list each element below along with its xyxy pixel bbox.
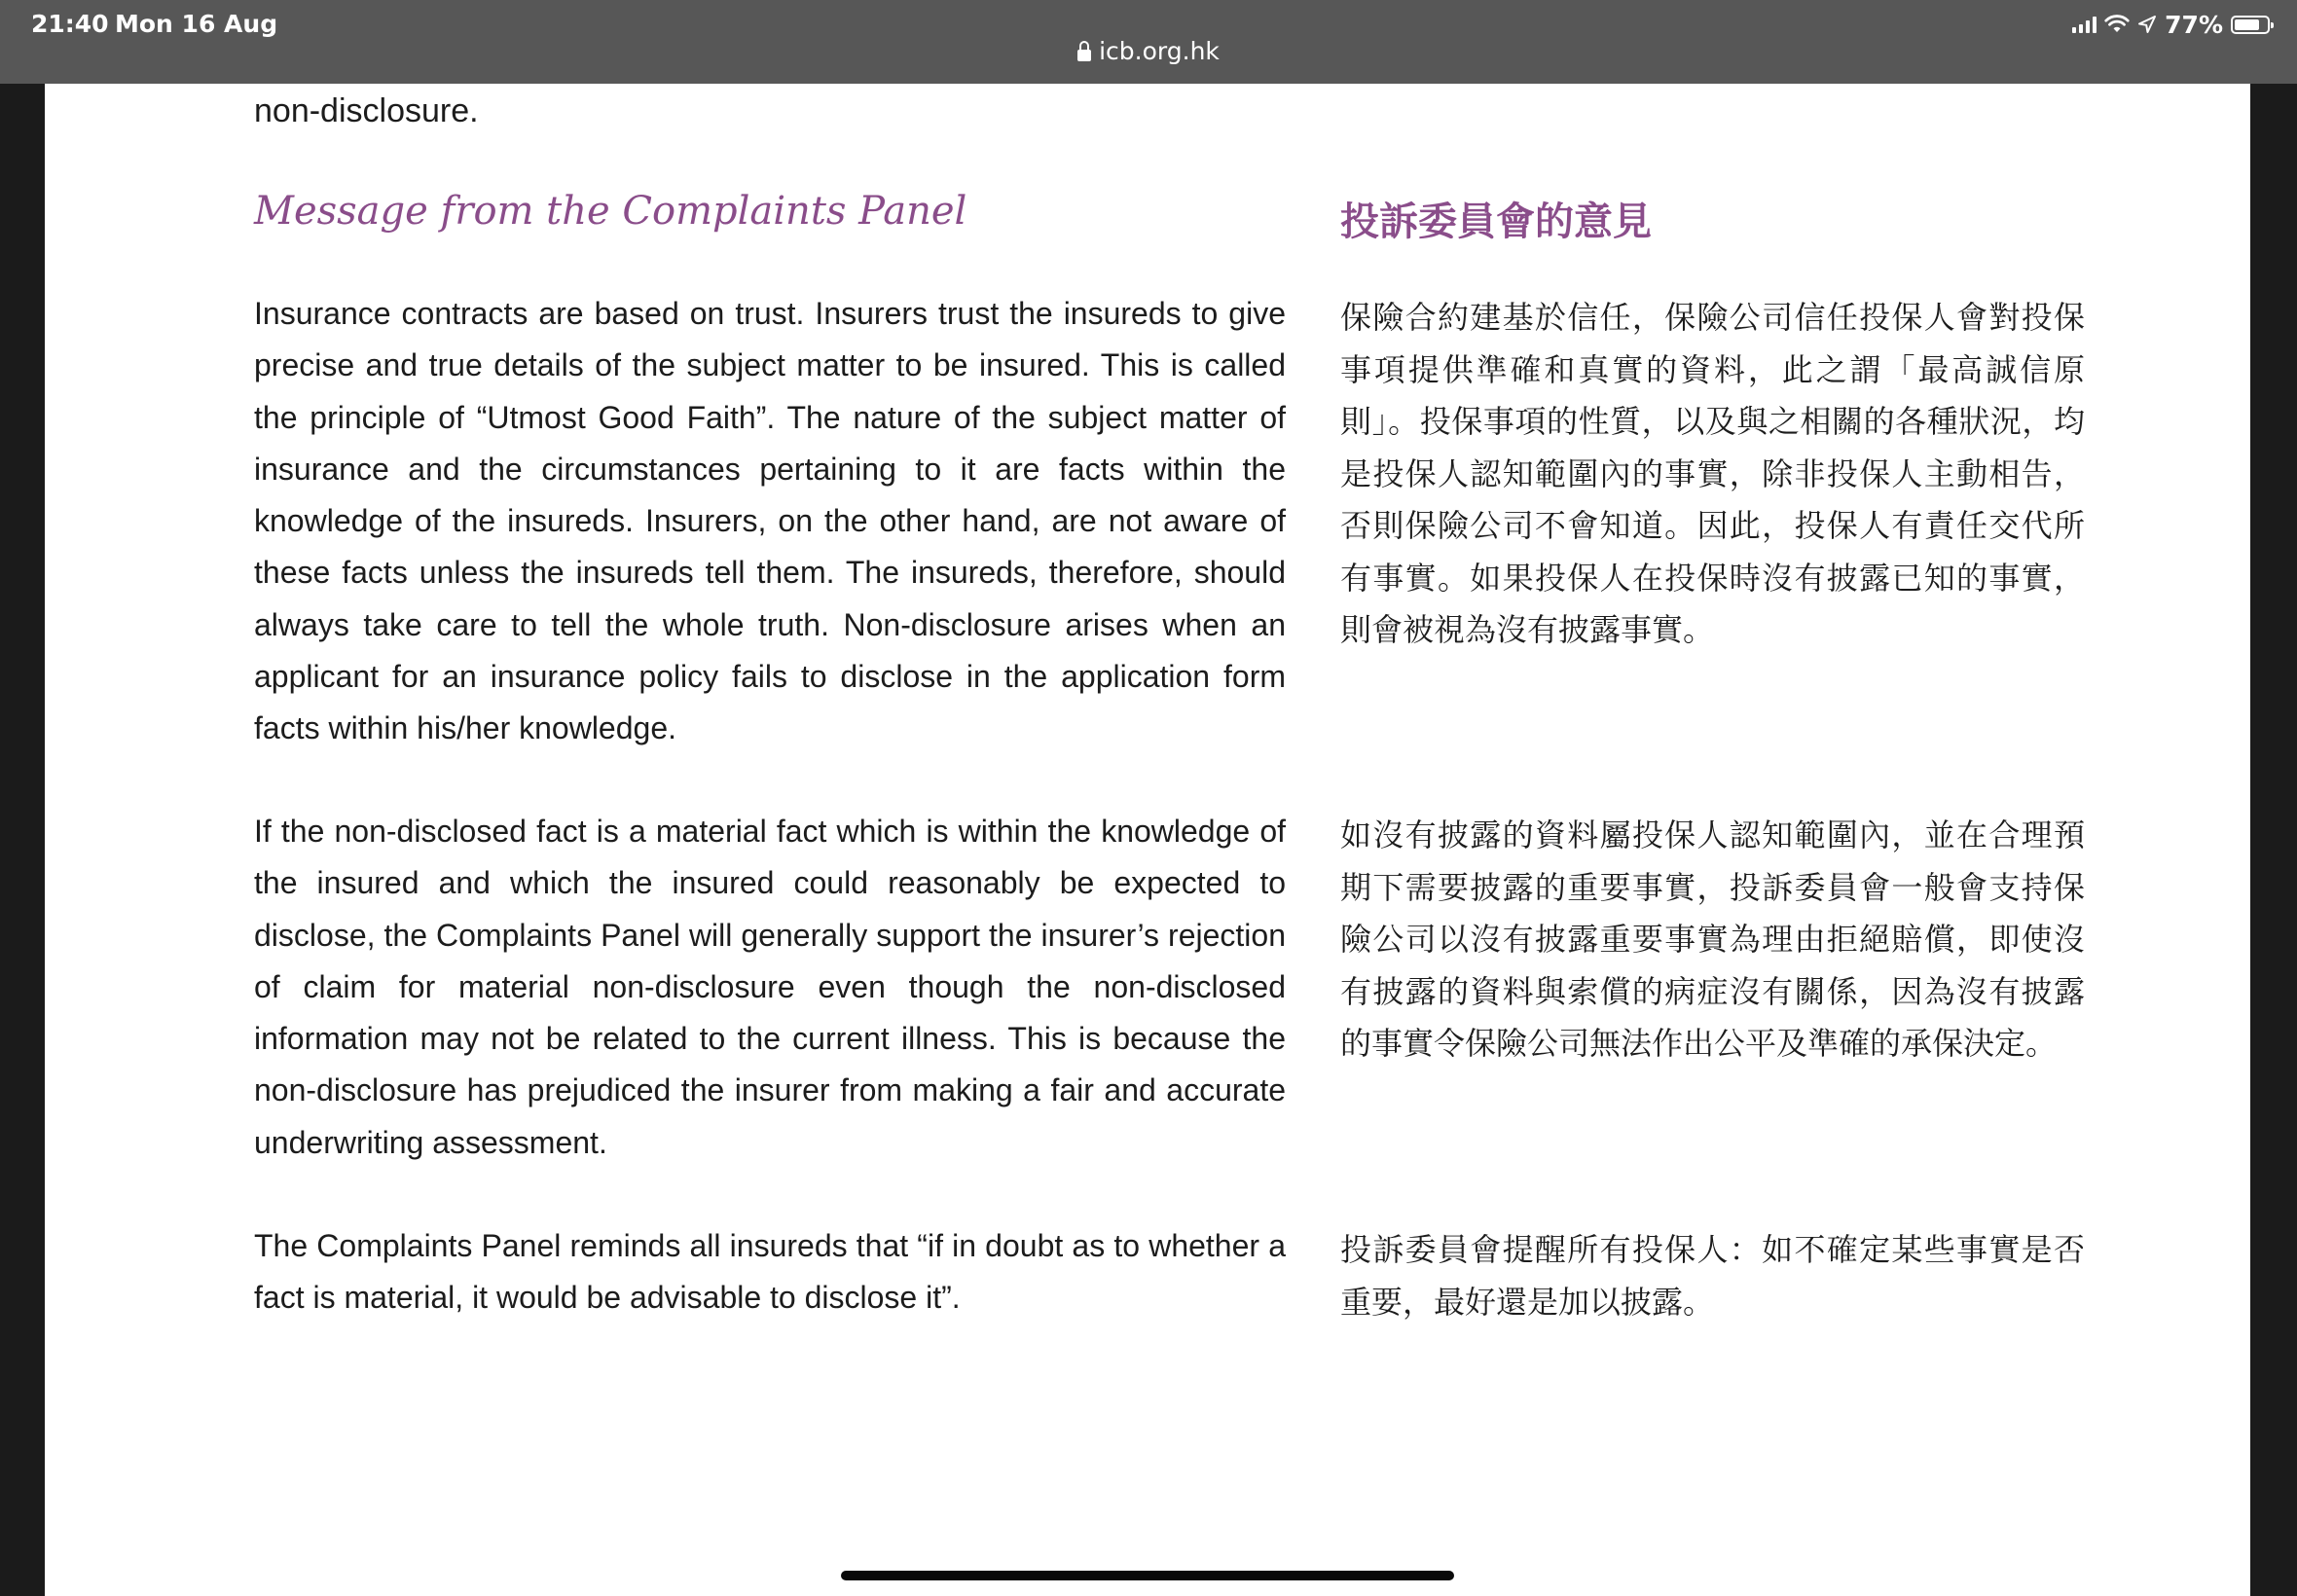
status-indicators [2072,10,2276,39]
battery-level-fill [2235,19,2259,30]
address-bar[interactable] [0,37,2297,65]
location-arrow-icon [2137,15,2157,34]
paragraph-zh: 如沒有披露的資料屬投保人認知範圍內，並在合理預期下需要披露的重要事實，投訴委員會一般會支持保險公司以沒有披露重要事實為理由拒絕賠償，即使沒有披露的資料與索償的病症沒有關係，因為沒有披露的事實令保險公司無法作出公平及準確的承保決定。 [1340,816,2085,1062]
paragraph-en: The Complaints Panel reminds all insureds that “if in doubt as to whether a fact is material, it would be advisable to disclose it”. [254,1228,1286,1316]
section-heading-zh: 投訴委員會的意見 [1340,200,1652,244]
home-indicator[interactable] [841,1571,1454,1580]
section-heading-en: Message from the Complaints Panel [254,189,967,234]
url-text: icb.org.hk [1099,37,1220,65]
battery-percent: 77% [2165,10,2223,39]
status-bar [0,0,2297,84]
cellular-signal-icon [2072,16,2096,33]
paragraph-en: Insurance contracts are based on trust. Insurers trust the insureds to give precise and true details of the subject matter to be insured. This is called the principle of “Utmost Good Faith”. The nature of the subject matter of insurance and the circumstances pertaining to it are facts within the knowledge of the insureds. Insurers, on the other hand, are not aware of these facts unless the insureds tell them. The insureds, therefore, should always take care to tell the whole truth. Non-disclosure arises when an applicant for an insurance policy fails to disclose in the application form facts within his/her knowledge. [254,296,1286,746]
status-time: 21:40 [31,10,109,38]
paragraph-zh: 投訴委員會提醒所有投保人：如不確定某些事實是否重要，最好還是加以披露。 [1340,1231,2085,1321]
lock-icon [1077,50,1091,61]
document-page[interactable] [45,84,2250,1596]
status-date: Mon 16 Aug [115,10,278,38]
carryover-text: non-disclosure. [254,92,479,129]
battery-icon [2231,16,2270,34]
paragraph-en: If the non-disclosed fact is a material fact which is within the knowledge of the insured and which the insured could reasonably be expected to disclose, the Complaints Panel will generally support the insurer’s rejection of claim for material non-disclosure even though the non-disclosed information may not be related to the current illness. This is because the non-disclosure has prejudiced the insurer from making a fair and accurate underwriting assessment. [254,814,1286,1160]
wifi-icon [2104,15,2130,34]
paragraph-zh: 保險合約建基於信任，保險公司信任投保人會對投保事項提供準確和真實的資料，此之謂「最高誠信原則」。投保事項的性質，以及與之相關的各種狀況，均是投保人認知範圍內的事實，除非投保人主動相告，否則保險公司不會知道。因此，投保人有責任交代所有事實。如果投保人在投保時沒有披露已知的事實，則會被視為沒有披露事實。 [1340,299,2085,648]
